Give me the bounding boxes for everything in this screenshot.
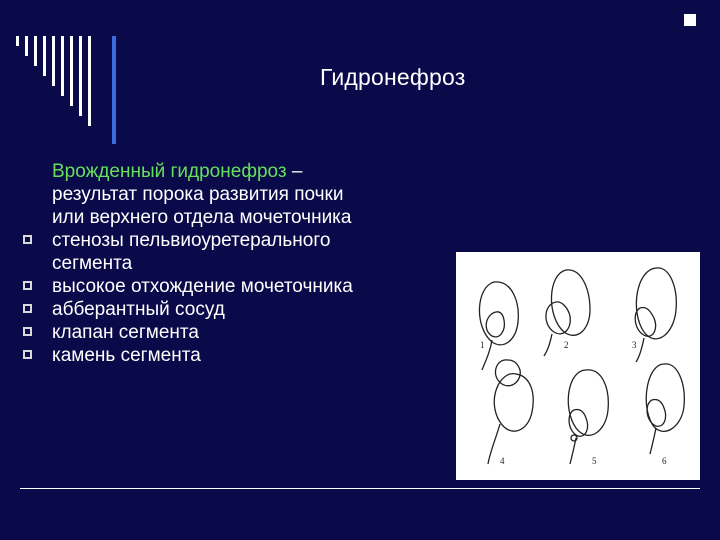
intro-paragraph bbox=[20, 160, 450, 229]
square-bullet-icon bbox=[23, 327, 32, 336]
figure-label-4: 4 bbox=[500, 456, 505, 466]
figure-label-2: 2 bbox=[564, 340, 569, 350]
figure-label-6: 6 bbox=[662, 456, 667, 466]
list-item: клапан сегмента bbox=[20, 321, 450, 344]
figure-label-5: 5 bbox=[592, 456, 597, 466]
square-bullet-icon bbox=[23, 304, 32, 313]
square-bullet-icon bbox=[23, 235, 32, 244]
square-bullet-icon bbox=[23, 281, 32, 290]
corner-square-decoration bbox=[684, 14, 696, 26]
list-item: абберантный сосуд bbox=[20, 298, 450, 321]
slide-body bbox=[20, 160, 450, 367]
bullet-list bbox=[20, 229, 450, 367]
kidney-drawings bbox=[456, 252, 700, 480]
slide-title: Гидронефроз bbox=[320, 64, 466, 90]
intro-dash: – bbox=[286, 161, 303, 182]
figure-label-3: 3 bbox=[632, 340, 637, 350]
intro-term: Врожденный гидронефроз bbox=[52, 161, 287, 182]
square-bullet-icon bbox=[23, 350, 32, 359]
bottom-divider bbox=[20, 488, 700, 489]
intro-line-3: или верхнего отдела мочеточника bbox=[52, 207, 352, 228]
figure-label-1: 1 bbox=[480, 340, 485, 350]
list-item: стенозы пельвиоуретерального сегмента bbox=[20, 229, 450, 275]
list-item: высокое отхождение мочеточника bbox=[20, 275, 450, 298]
intro-line-2: результат порока развития почки bbox=[52, 184, 344, 205]
vertical-bars-decoration bbox=[16, 36, 126, 146]
list-item: камень сегмента bbox=[20, 344, 450, 367]
kidney-illustration bbox=[456, 252, 700, 480]
